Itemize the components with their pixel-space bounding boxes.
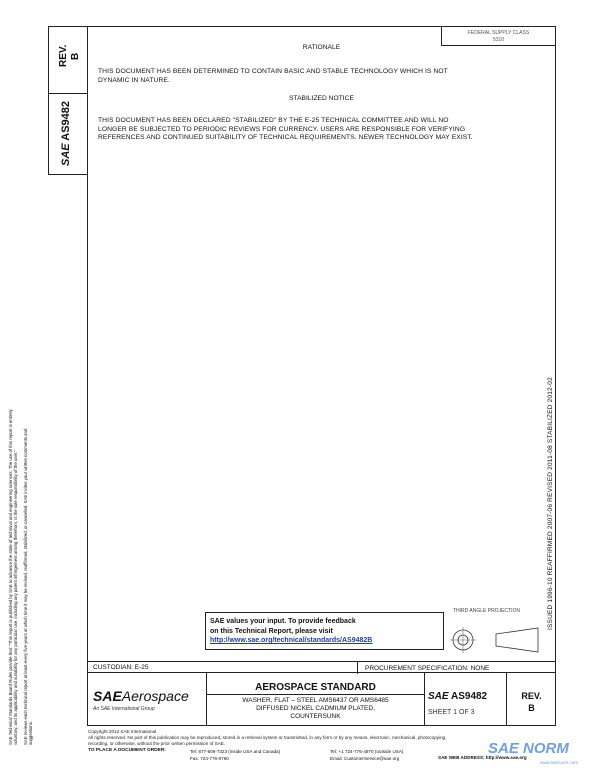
- footer: [88, 729, 446, 746]
- web-address[interactable]: SAE WEB ADDRESS: http://www.sae.org: [438, 755, 527, 760]
- procurement-spec: PROCUREMENT SPECIFICATION: NONE: [365, 665, 490, 672]
- stabilized-title: STABILIZED NOTICE: [289, 95, 354, 102]
- stabilized-line: THIS DOCUMENT HAS BEEN DECLARED "STABILIZED" BY THE E-25 TECHNICAL COMMITTEE AND WILL NO: [98, 117, 449, 124]
- standard-title: AEROSPACE STANDARD: [255, 682, 376, 693]
- copyright: Copyright 2012 SAE International: [88, 729, 157, 734]
- rev-label: REV.: [58, 44, 69, 67]
- projection-label: THIRD ANGLE PROJECTION: [453, 608, 520, 614]
- custodian-row: [87, 661, 556, 673]
- sheet-number: SHEET 1 OF 3: [428, 709, 475, 716]
- sae-aerospace-logo: [87, 673, 207, 726]
- legal-notice-line: voluntary, and its applicability and suitability for any particular use, including any patent infringement arising therefrom, is the sole responsibility of the user.": [13, 450, 19, 745]
- tel-intl: Tel: +1 724-776-4970 (outside USA): [330, 749, 404, 754]
- doc-number-cell: [425, 673, 507, 726]
- part-description-line: COUNTERSUNK: [290, 713, 341, 720]
- rev-cell: [507, 673, 556, 726]
- rev-cell-value: B: [528, 703, 535, 713]
- legal-notice-line: suggestions.: [28, 720, 34, 745]
- feedback-link[interactable]: http://www.sae.org/technical/standards/AS9482B: [210, 637, 373, 644]
- watermark: [488, 740, 598, 770]
- rev-cell-label: REV.: [521, 691, 542, 701]
- doc-number: [428, 691, 487, 702]
- custodian: CUSTODIAN: E-25: [93, 664, 149, 671]
- watermark-brand: SAE NORM: [488, 740, 569, 757]
- logo-sae: SAE: [93, 688, 122, 704]
- order-label: TO PLACE A DOCUMENT ORDER:: [88, 748, 166, 753]
- legal-notice: [8, 409, 34, 745]
- rationale-line: DYNAMIC IN NATURE.: [98, 76, 170, 84]
- sae-logo-mark: SAE: [428, 691, 449, 702]
- doc-number-box: [48, 93, 88, 175]
- stabilized-line: LONGER BE SUBJECTED TO PERIODIC REVIEWS FOR CURRENCY. USERS ARE RESPONSIBLE FOR VERIFYING: [98, 125, 466, 133]
- doc-number-text: AS9482: [450, 691, 488, 702]
- stabilized-body: [98, 117, 473, 143]
- rationale-body: [98, 68, 448, 85]
- feedback-text: [210, 617, 372, 646]
- federal-supply-class-value: 5310: [492, 37, 505, 43]
- email: Email: CustomerService@sae.org: [330, 756, 400, 761]
- federal-supply-class-box: [441, 26, 556, 46]
- projection-box: [443, 604, 556, 661]
- rev-value: B: [70, 52, 81, 60]
- feedback-line: on this Technical Report, please visit: [210, 627, 333, 635]
- contact-usa: [190, 748, 280, 762]
- feedback-line: SAE values your input. To provide feedback: [210, 618, 356, 625]
- feedback-box: [205, 612, 444, 650]
- part-description-line: DIFFUSED NICKEL CADMIUM PLATED,: [256, 705, 375, 712]
- legal-notice-line: SAE Technical Standards Board Rules provide that: "This report is published by SAE to advance the state of technical and engineering sciences. The use of this report is entirely: [8, 409, 13, 745]
- projection-symbol-icon: [448, 620, 548, 660]
- rights-line: recording, or otherwise, without the prior written permission of SAE.: [88, 740, 226, 746]
- federal-supply-class-label: FEDERAL SUPPLY CLASS: [467, 30, 530, 36]
- side-doc-number: [60, 101, 72, 166]
- rationale-line: THIS DOCUMENT HAS BEEN DETERMINED TO CONTAIN BASIC AND STABLE TECHNOLOGY WHICH IS NOT: [98, 68, 448, 75]
- part-description-line: WASHER, FLAT – STEEL AMS6437 OR AMS6485: [242, 697, 389, 704]
- issue-dates: ISSUED 1996-10 REAFFIRMED 2007-06 REVISED 2011-08 STABILIZED 2012-02: [547, 377, 554, 630]
- rev-box: [48, 26, 88, 94]
- side-doc-number-text: AS9482: [60, 100, 72, 141]
- logo-aerospace: Aerospace: [121, 688, 189, 704]
- legal-notice-line: SAE reviews each technical report at least every five years at which time it may be revised, reaffirmed, stabilized, or cancelled. SAE invites your written comments and: [22, 428, 28, 745]
- tel-usa: Tel: 877-606-7323 (inside USA and Canada): [190, 749, 281, 754]
- part-description: [207, 697, 424, 721]
- logo-text: [93, 688, 189, 704]
- rights-line: All rights reserved. No part of this publication may be reproduced, stored in a retrieval system or transmitted, in any form or by any means, electronic, mechanical, photocopying,: [88, 734, 447, 740]
- logo-tagline: An SAE International Group: [93, 706, 155, 712]
- sae-logo-small: SAE: [60, 143, 72, 166]
- rationale-title: RATIONALE: [302, 44, 341, 51]
- watermark-url: www.saenorm.com: [540, 760, 579, 765]
- contact-intl: [330, 748, 403, 762]
- fax: Fax: 724-776-0790: [190, 756, 229, 761]
- title-cell: [207, 673, 425, 726]
- stabilized-line: REFERENCES AND CONTINUED SUITABILITY OF TECHNICAL REQUIREMENTS. NEWER TECHNOLOGY MAY EXIST.: [98, 134, 473, 142]
